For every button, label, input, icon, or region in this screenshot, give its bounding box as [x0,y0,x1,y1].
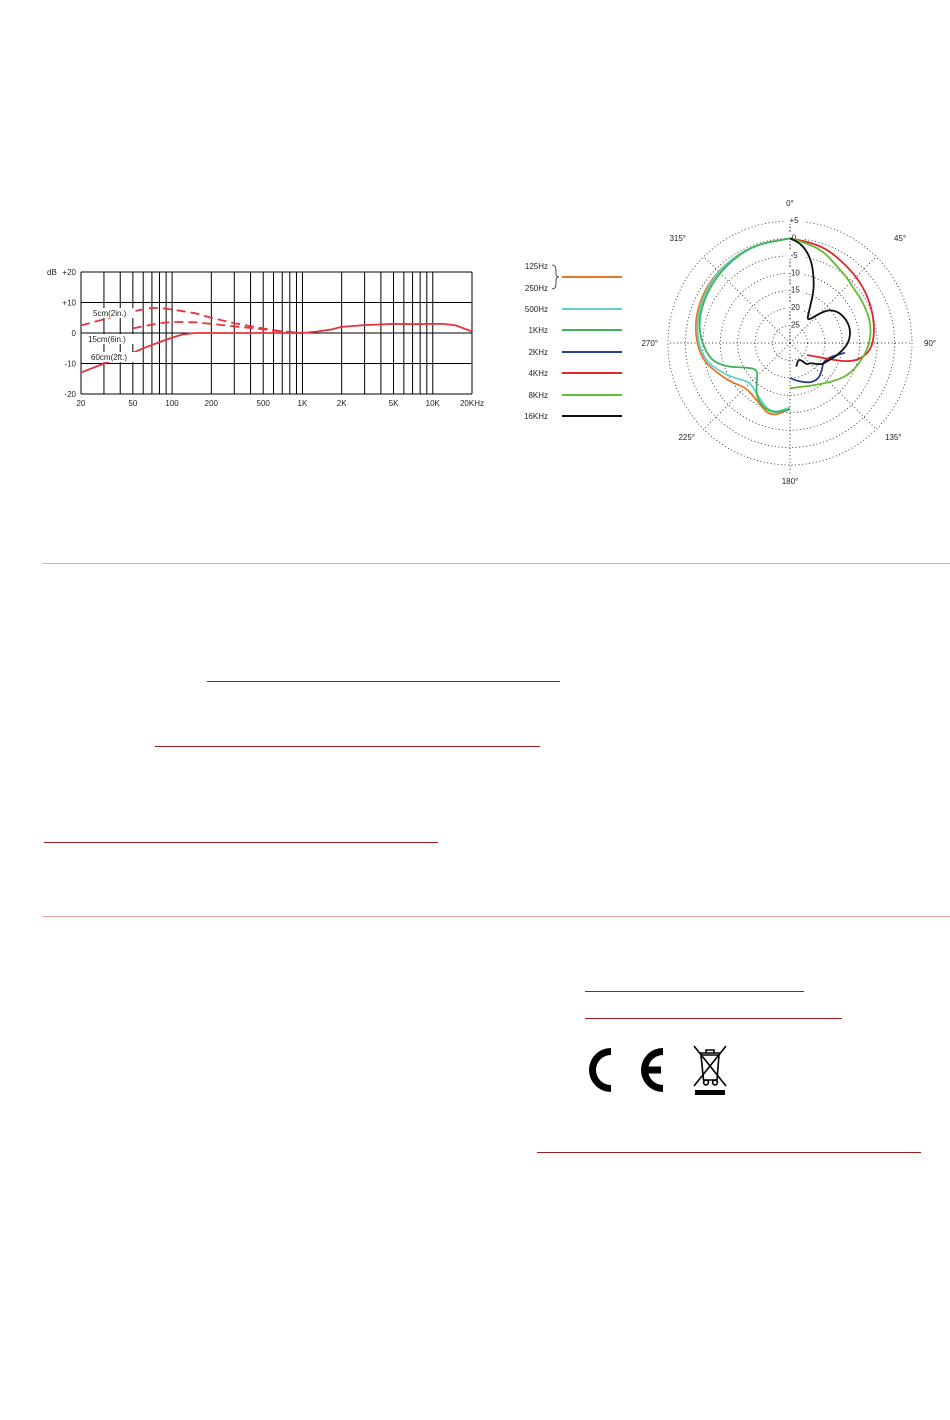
polar-angle-label: 45° [894,234,907,243]
certification-icons [585,1042,745,1098]
polar-legend-label: 250Hz [524,284,548,293]
polar-series-curve [696,238,790,414]
red-rule-3 [44,842,438,843]
polar-legend-label: 16KHz [523,412,548,421]
polar-angle-label: 135° [885,433,902,442]
polar-ring-label: -25 [788,320,800,330]
freq-x-tick-label: 100 [165,399,179,408]
polar-legend-label: 1KHz [528,326,548,335]
polar-ring-label: -5 [790,250,798,260]
freq-x-tick-label: 20 [76,399,86,408]
freq-x-tick-label: 5K [388,399,399,408]
freq-x-tick-label: 500 [256,399,270,408]
frequency-response-chart [40,262,500,412]
freq-y-tick-label: 0 [71,329,76,338]
freq-series-label: 5cm(2in.) [93,309,127,318]
polar-legend-label: 4KHz [528,369,548,378]
freq-series-line [133,322,303,333]
polar-series-curve [790,238,871,388]
polar-legend-label: 2KHz [528,348,548,357]
freq-x-tick-label: 50 [128,399,138,408]
freq-y-tick-label: +10 [62,298,76,308]
polar-legend-label: 125Hz [524,262,548,271]
polar-angle-label: 225° [678,433,695,442]
red-rule-2 [155,746,540,747]
section-divider-top [42,563,950,564]
polar-legend [524,262,622,421]
freq-x-tick-label: 2K [336,399,347,408]
polar-legend-brace [552,265,559,289]
crossed-out-wheelie-bin-icon [694,1046,726,1095]
polar-angle-label: 180° [781,477,799,486]
polar-spoke [704,343,790,429]
polar-angle-label: 270° [641,339,658,348]
polar-spoke [704,257,790,343]
section-divider-bottom [42,916,950,917]
red-rule-4 [585,991,804,992]
polar-ring-label: -10 [788,268,800,278]
polar-pattern-chart [515,190,945,490]
red-rule-1 [207,681,560,682]
ce-mark-icon [589,1048,663,1092]
freq-x-tick-label: 20KHz [459,399,485,408]
freq-y-tick-label: -20 [64,390,76,399]
polar-ring-label: +5 [789,216,799,225]
red-rule-5 [585,1018,842,1019]
red-rule-6 [537,1152,921,1153]
polar-series-curve [697,238,790,411]
freq-x-tick-label: 200 [204,399,219,408]
polar-series-curve [700,238,790,412]
polar-ring-label: 0 [791,233,797,243]
freq-x-tick-label: 10K [425,399,440,408]
freq-y-axis-label: dB [47,268,57,277]
freq-series-label: 60cm(2ft.) [91,353,128,362]
polar-angle-label: 0° [786,199,794,208]
freq-x-tick-label: 1K [297,399,308,408]
freq-y-tick-label: +20 [62,268,76,277]
freq-y-tick-label: -10 [64,359,76,369]
polar-angle-label: 90° [924,339,937,348]
polar-angle-label: 315° [669,234,686,243]
polar-ring-label: -20 [788,303,800,313]
freq-series-label: 15cm(6in.) [88,335,126,344]
polar-ring-label: -15 [788,285,800,295]
polar-legend-label: 500Hz [524,305,548,314]
polar-legend-label: 8KHz [528,391,548,400]
certification-marks [585,1042,745,1103]
